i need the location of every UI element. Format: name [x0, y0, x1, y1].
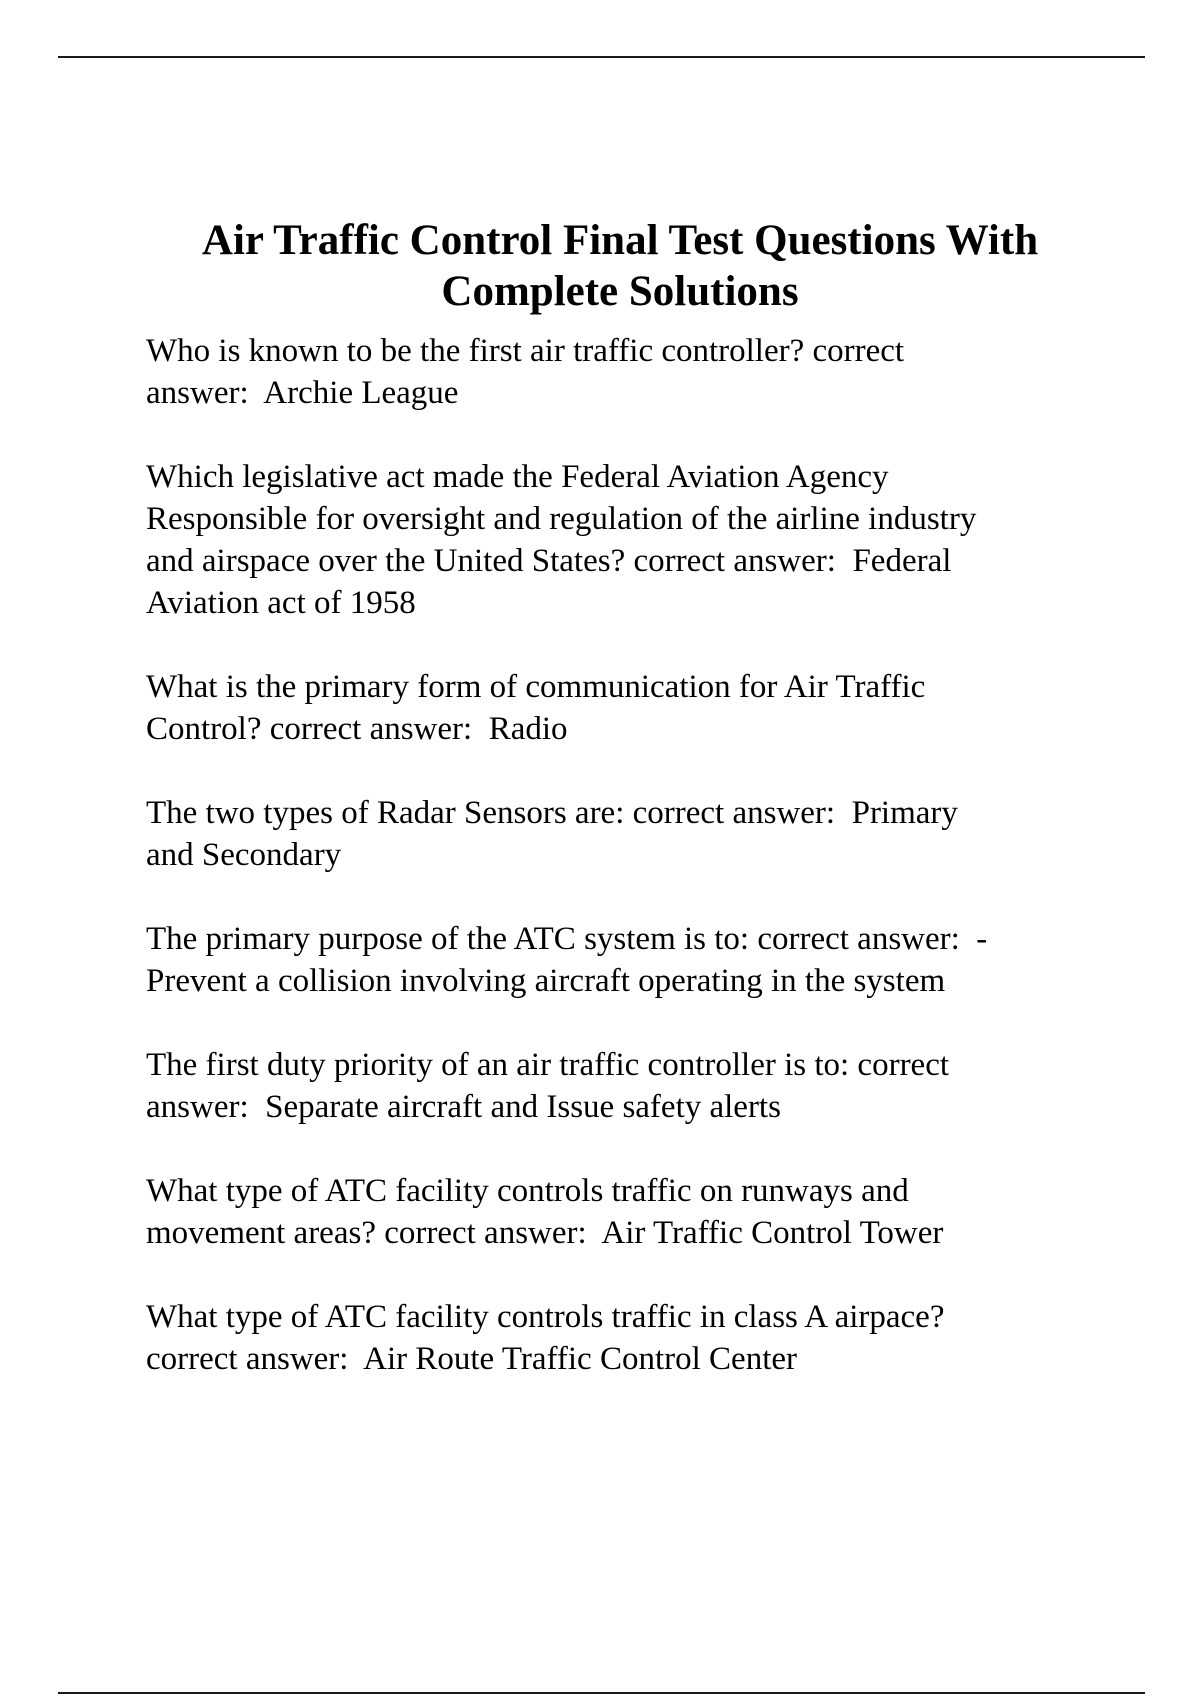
qa-item-4	[146, 792, 1146, 876]
qa-line: Who is known to be the first air traffic controller? correct	[146, 333, 905, 369]
qa-item-3	[146, 666, 1146, 750]
title-line-2: Complete Solutions	[441, 267, 799, 315]
qa-line: Control? correct answer: Radio	[146, 711, 568, 747]
qa-line: and Secondary	[146, 837, 342, 873]
qa-item-8	[146, 1296, 1146, 1380]
qa-line: What type of ATC facility controls traffic on runways and	[146, 1173, 909, 1209]
qa-line: What is the primary form of communication for Air Traffic	[146, 669, 926, 705]
qa-item-5	[146, 918, 1146, 1002]
qa-line: Responsible for oversight and regulation of the airline industry	[146, 501, 977, 537]
qa-line: and airspace over the United States? correct answer: Federal	[146, 543, 952, 579]
qa-line: Prevent a collision involving aircraft operating in the system	[146, 963, 946, 999]
question-list	[146, 330, 1146, 1422]
qa-line: What type of ATC facility controls traffic in class A airpace?	[146, 1299, 945, 1335]
title-line-1: Air Traffic Control Final Test Questions With	[201, 216, 1039, 264]
page-title	[100, 215, 1140, 317]
qa-line: The first duty priority of an air traffic controller is to: correct	[146, 1047, 950, 1083]
qa-line: answer: Archie League	[146, 375, 459, 411]
qa-item-7	[146, 1170, 1146, 1254]
qa-line: correct answer: Air Route Traffic Control Center	[146, 1341, 797, 1377]
top-rule	[58, 56, 1145, 58]
qa-line: Which legislative act made the Federal Aviation Agency	[146, 459, 889, 495]
qa-line: Aviation act of 1958	[146, 585, 416, 621]
qa-item-2	[146, 456, 1146, 624]
qa-line: movement areas? correct answer: Air Traffic Control Tower	[146, 1215, 944, 1251]
qa-line: answer: Separate aircraft and Issue safety alerts	[146, 1089, 781, 1125]
qa-item-6	[146, 1044, 1146, 1128]
qa-item-1	[146, 330, 1146, 414]
qa-line: The two types of Radar Sensors are: correct answer: Primary	[146, 795, 958, 831]
bottom-rule	[58, 1692, 1145, 1694]
qa-line: The primary purpose of the ATC system is to: correct answer: -	[146, 921, 988, 957]
